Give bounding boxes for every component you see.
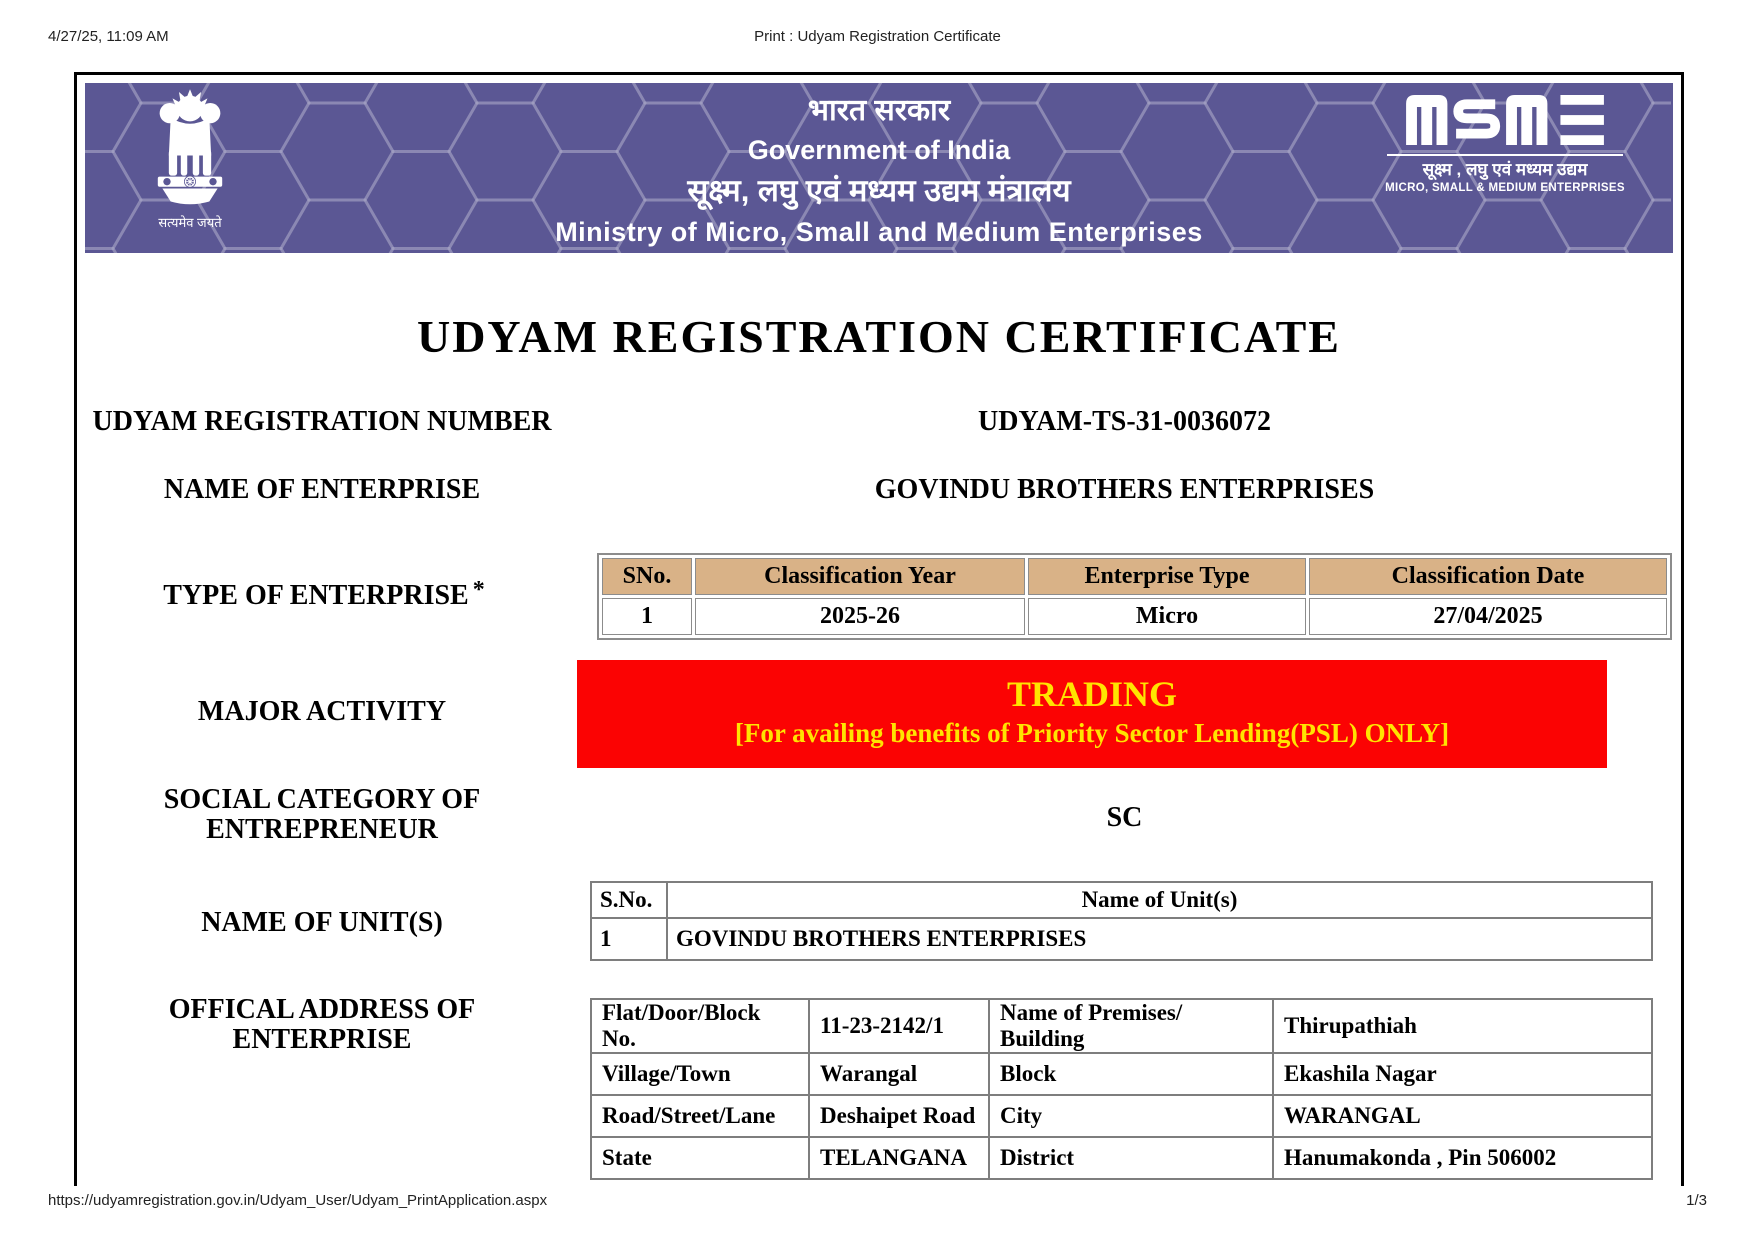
units-label: NAME OF UNIT(S) <box>201 907 443 938</box>
address-table-cell: Village/Town <box>591 1053 809 1095</box>
major-activity-banner <box>577 660 1607 768</box>
address-table-cell: City <box>989 1095 1273 1137</box>
units-table-header-cell: S.No. <box>591 882 667 918</box>
classification-table-header-cell: SNo. <box>602 558 692 595</box>
classification-table-cell: Micro <box>1028 598 1306 635</box>
social-category-label-line1: SOCIAL CATEGORY OF <box>163 784 481 815</box>
address-table-row <box>591 1095 1652 1137</box>
address-table-row <box>591 1137 1652 1179</box>
address-table-cell: Flat/Door/Block No. <box>591 999 809 1053</box>
msme-tagline-hi: सूक्ष्म , लघु एवं मध्यम उद्यम <box>1422 160 1588 179</box>
classification-table-cell: 27/04/2025 <box>1309 598 1667 635</box>
units-table-cell: 1 <box>591 918 667 960</box>
social-category-value: SC <box>1106 802 1143 833</box>
units-table-row <box>591 918 1652 960</box>
address-table-cell: Ekashila Nagar <box>1273 1053 1652 1095</box>
address-table-cell: Deshaipet Road <box>809 1095 989 1137</box>
msme-divider <box>1387 154 1623 156</box>
units-table-cell: GOVINDU BROTHERS ENTERPRISES <box>667 918 1652 960</box>
address-table-cell: Block <box>989 1053 1273 1095</box>
address-table-cell: TELANGANA <box>809 1137 989 1179</box>
certificate-title: UDYAM REGISTRATION CERTIFICATE <box>416 311 1341 362</box>
address-table-row <box>591 1053 1652 1095</box>
type-of-enterprise-label <box>92 577 552 611</box>
footer-page-indicator: 1/3 <box>1686 1192 1707 1209</box>
registration-number-label: UDYAM REGISTRATION NUMBER <box>92 406 552 437</box>
major-activity-label: MAJOR ACTIVITY <box>197 696 447 727</box>
address-table-cell: Hanumakonda , Pin 506002 <box>1273 1137 1652 1179</box>
emblem-motto: सत्यमेव जयते <box>158 215 222 230</box>
enterprise-name-value: GOVINDU BROTHERS ENTERPRISES <box>874 474 1375 505</box>
address-table <box>590 998 1653 1180</box>
footer-url: https://udyamregistration.gov.in/Udyam_User/Udyam_PrintApplication.aspx <box>48 1192 548 1209</box>
registration-number-value: UDYAM-TS-31-0036072 <box>978 406 1271 437</box>
msme-logo <box>1385 95 1625 196</box>
print-header-title: Print : Udyam Registration Certificate <box>754 28 1001 45</box>
address-label: OFFICAL ADDRESS OF ENTERPRISE <box>168 994 476 1055</box>
government-en-text: Government of India <box>747 135 1011 165</box>
ministry-hi-text: सूक्ष्म, लघु एवं मध्यम उद्यम मंत्रालय <box>687 173 1071 208</box>
type-of-enterprise-label-text: TYPE OF ENTERPRISE <box>163 580 469 611</box>
address-table-cell: District <box>989 1137 1273 1179</box>
classification-table-header-cell: Enterprise Type <box>1028 558 1306 595</box>
msme-wordmark-icon <box>1398 95 1612 145</box>
address-table-cell: WARANGAL <box>1273 1095 1652 1137</box>
classification-table <box>597 553 1672 640</box>
classification-table-cell: 1 <box>602 598 692 635</box>
address-table-cell: Name of Premises/ Building <box>989 999 1273 1053</box>
classification-table-header-cell: Classification Year <box>695 558 1025 595</box>
major-activity-note: [For availing benefits of Priority Sector Lending(PSL) ONLY] <box>734 718 1450 748</box>
address-table-cell: State <box>591 1137 809 1179</box>
units-table <box>590 881 1653 961</box>
address-table-cell: Warangal <box>809 1053 989 1095</box>
classification-table-cell: 2025-26 <box>695 598 1025 635</box>
address-table-cell: Road/Street/Lane <box>591 1095 809 1137</box>
classification-table-header-cell: Classification Date <box>1309 558 1667 595</box>
enterprise-name-label: NAME OF ENTERPRISE <box>163 474 481 505</box>
header-banner <box>85 83 1673 253</box>
msme-tagline-en: MICRO, SMALL & MEDIUM ENTERPRISES <box>1385 182 1625 194</box>
major-activity-value: TRADING <box>1006 674 1177 714</box>
address-table-row <box>591 999 1652 1053</box>
classification-table-row <box>602 598 1667 635</box>
print-header-timestamp: 4/27/25, 11:09 AM <box>48 28 169 45</box>
government-hi-text: भारत सरकार <box>807 94 951 127</box>
units-table-header-cell: Name of Unit(s) <box>667 882 1652 918</box>
certificate-frame <box>74 72 1684 1186</box>
address-table-cell: 11-23-2142/1 <box>809 999 989 1053</box>
social-category-label <box>92 785 552 845</box>
address-table-cell: Thirupathiah <box>1273 999 1652 1053</box>
required-asterisk: * <box>472 577 485 603</box>
social-category-label-line2: ENTREPRENEUR <box>206 814 438 845</box>
ministry-en-text: Ministry of Micro, Small and Medium Enterprises <box>555 217 1203 247</box>
